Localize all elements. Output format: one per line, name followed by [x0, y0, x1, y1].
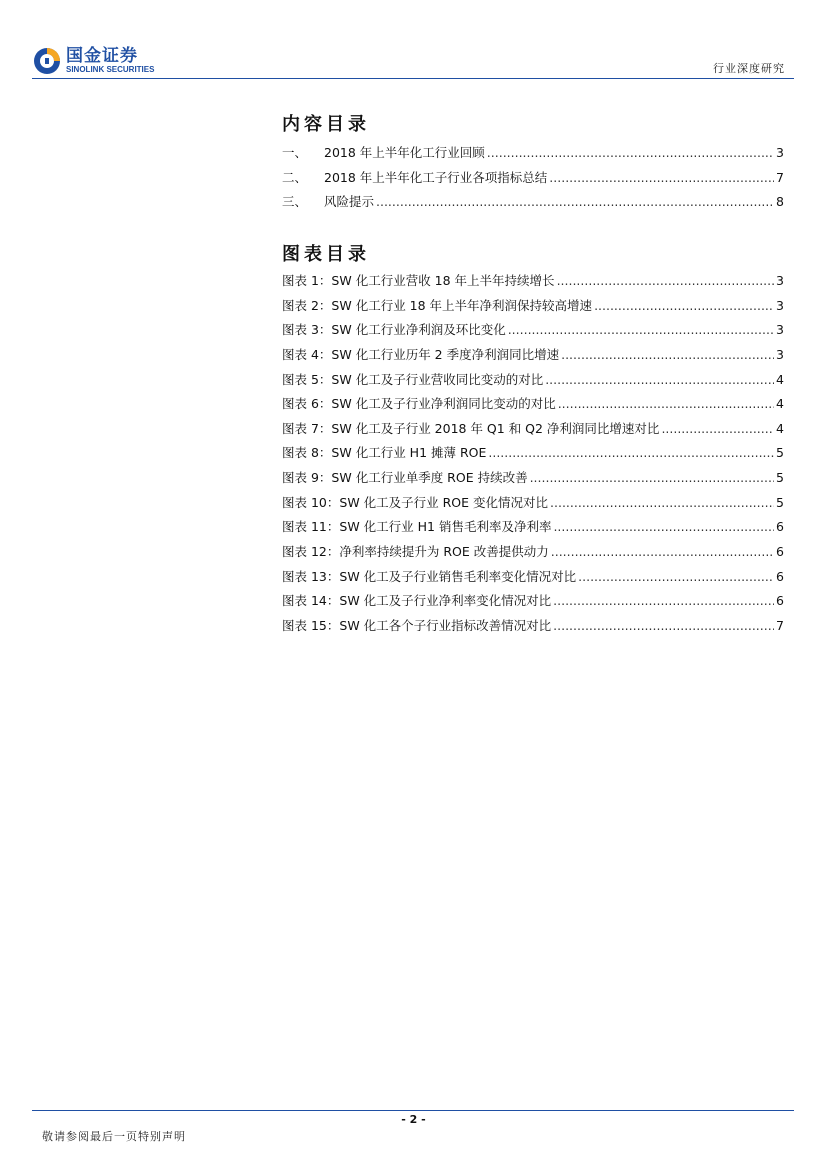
figures-list [282, 271, 784, 641]
figure-item-label: 图表 6：SW 化工及子行业净利润同比变动的对比 [282, 396, 556, 412]
figure-item-page: 7 [776, 617, 784, 633]
leader-dots [661, 421, 774, 436]
report-type-label: 行业深度研究 [713, 62, 785, 75]
figure-item-label: 图表 8：SW 化工行业 H1 摊薄 ROE [282, 445, 487, 461]
figure-item[interactable] [282, 320, 784, 345]
figure-item-label: 图表 7：SW 化工及子行业 2018 年 Q1 和 Q2 净利润同比增速对比 [282, 420, 660, 436]
contents-item-label: 2018 年上半年化工子行业各项指标总结 [324, 169, 548, 185]
figure-item[interactable] [282, 345, 784, 370]
figure-item-page: 5 [776, 445, 784, 461]
figure-item-page: 3 [776, 273, 784, 288]
figure-item-page: 4 [776, 420, 784, 436]
logo-cn-text: 国金证券 [66, 46, 138, 66]
figure-item-label: 图表 12：净利率持续提升为 ROE 改善提供动力 [282, 544, 549, 560]
contents-item-label: 2018 年上半年化工行业回顾 [324, 145, 485, 160]
figure-item-page: 6 [776, 519, 784, 535]
figure-item-label: 图表 14：SW 化工及子行业净利率变化情况对比 [282, 593, 552, 609]
leader-dots [553, 519, 774, 534]
figure-item-page: 3 [776, 297, 784, 313]
leader-dots [530, 470, 774, 485]
leader-dots [376, 194, 774, 209]
leader-dots [551, 544, 774, 559]
contents-item-page: 8 [776, 194, 784, 210]
leader-dots [488, 445, 774, 460]
figure-item-page: 5 [776, 494, 784, 510]
leader-dots [558, 396, 774, 411]
figure-item[interactable] [282, 370, 784, 395]
logo-mark-icon [32, 46, 62, 76]
page-number: - 2 - [401, 1113, 426, 1126]
leader-dots [508, 322, 774, 337]
contents-item-number: 二、 [282, 169, 308, 185]
figure-item-page: 3 [776, 322, 784, 338]
logo-en-text: SINOLINK SECURITIES [66, 65, 155, 74]
leader-dots [487, 145, 774, 160]
contents-item[interactable] [282, 192, 784, 217]
contents-title: 内容目录 [282, 114, 370, 135]
disclaimer-note: 敬请参阅最后一页特别声明 [42, 1130, 186, 1143]
leader-dots [545, 372, 774, 387]
figure-item-page: 6 [776, 568, 784, 584]
figure-item-label: 图表 10：SW 化工及子行业 ROE 变化情况对比 [282, 494, 549, 510]
figure-item[interactable] [282, 271, 784, 296]
figure-item[interactable] [282, 591, 784, 616]
contents-item-number: 三、 [282, 194, 308, 210]
contents-item[interactable] [282, 143, 784, 168]
contents-list [282, 143, 784, 217]
figure-item[interactable] [282, 567, 784, 592]
leader-dots [561, 347, 774, 362]
leader-dots [550, 495, 774, 510]
footer-divider [32, 1110, 794, 1111]
figure-item-label: 图表 1：SW 化工行业营收 18 年上半年持续增长 [282, 273, 555, 288]
figure-item-page: 3 [776, 346, 784, 362]
leader-dots [553, 618, 774, 633]
figure-item-page: 5 [776, 470, 784, 486]
figure-item-label: 图表 11：SW 化工行业 H1 销售毛利率及净利率 [282, 519, 552, 535]
figure-item-label: 图表 4：SW 化工行业历年 2 季度净利润同比增速 [282, 346, 560, 362]
figure-item[interactable] [282, 296, 784, 321]
contents-item[interactable] [282, 168, 784, 193]
figure-item-label: 图表 2：SW 化工行业 18 年上半年净利润保持较高增速 [282, 297, 593, 313]
figure-item-page: 6 [776, 593, 784, 609]
contents-item-page: 7 [776, 169, 784, 185]
figure-item[interactable] [282, 419, 784, 444]
leader-dots [578, 569, 774, 584]
header-divider [32, 78, 794, 79]
figure-item-label: 图表 13：SW 化工及子行业销售毛利率变化情况对比 [282, 568, 577, 584]
figure-item-label: 图表 5：SW 化工及子行业营收同比变动的对比 [282, 371, 544, 387]
figure-item-page: 4 [776, 371, 784, 387]
contents-item-number: 一、 [282, 145, 308, 160]
figure-item-label: 图表 15：SW 化工各个子行业指标改善情况对比 [282, 617, 552, 633]
leader-dots [594, 298, 774, 313]
figure-item-page: 6 [776, 544, 784, 560]
leader-dots [557, 273, 774, 288]
figure-item-label: 图表 9：SW 化工行业单季度 ROE 持续改善 [282, 470, 528, 486]
figure-item[interactable] [282, 394, 784, 419]
page-header [0, 0, 827, 82]
figure-item-page: 4 [776, 396, 784, 412]
leader-dots [553, 593, 774, 608]
contents-item-label: 风险提示 [324, 194, 375, 210]
figure-item-label: 图表 3：SW 化工行业净利润及环比变化 [282, 322, 506, 338]
leader-dots [549, 170, 774, 185]
figure-item[interactable] [282, 542, 784, 567]
figure-item[interactable] [282, 517, 784, 542]
figure-item[interactable] [282, 493, 784, 518]
contents-item-page: 3 [776, 145, 784, 160]
figure-item[interactable] [282, 616, 784, 641]
company-logo [32, 46, 154, 76]
figure-item[interactable] [282, 468, 784, 493]
figures-title: 图表目录 [282, 244, 370, 265]
figure-item[interactable] [282, 443, 784, 468]
